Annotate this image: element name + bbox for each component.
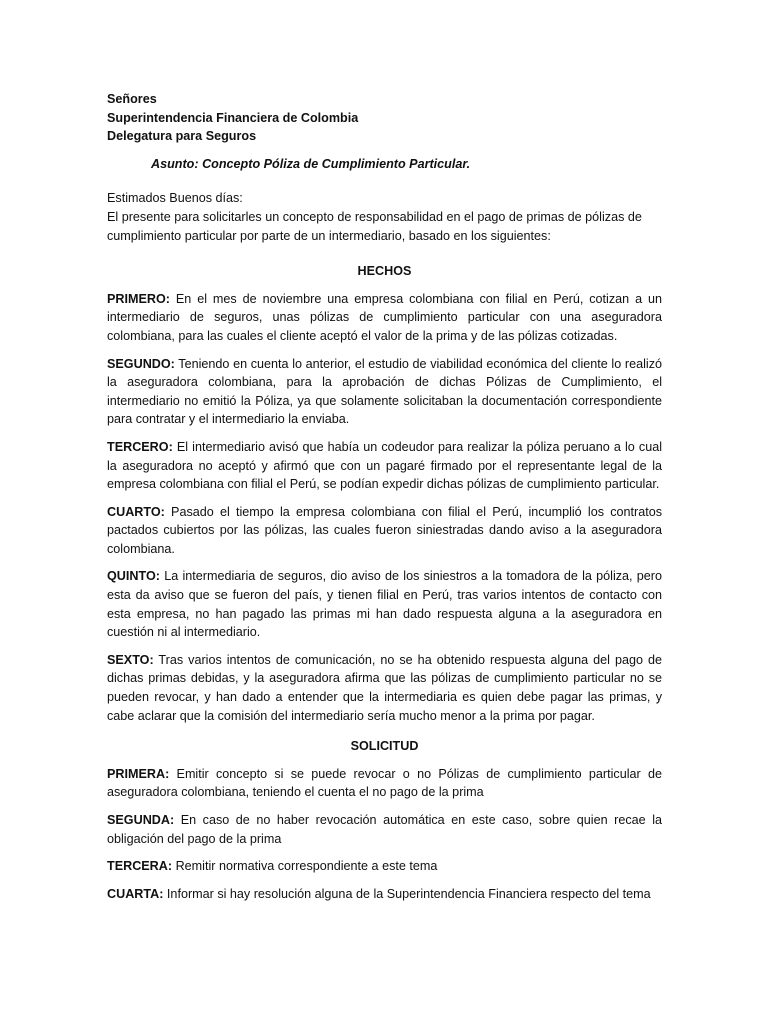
solicitud-text: Remitir normativa correspondiente a este tema [172, 859, 438, 874]
hecho-paragraph [107, 355, 662, 429]
hecho-text: Tras varios intentos de comunicación, no se ha obtenido respuesta alguna del pago de dichas primas debidas, y la aseguradora afirma que las pólizas de cumplimiento particular no se pueden revocar, y han dado a entender que la intermediaria es quien debe pagar las primas, y cabe aclarar que la comisión del intermediario sería mucho menor a la prima por pagar. [107, 652, 662, 723]
hecho-text: En el mes de noviembre una empresa colombiana con filial en Perú, cotizan a un intermediario de seguros, unas pólizas de cumplimiento particular con una aseguradora colombiana, para las cuales el cliente aceptó el valor de la prima y de las pólizas cotizadas. [107, 291, 662, 343]
intro-paragraph: El presente para solicitarles un concepto de responsabilidad en el pago de primas de pólizas de cumplimiento particular por parte de un intermediario, basado en los siguientes: [107, 209, 642, 243]
solicitud-text: Emitir concepto si se puede revocar o no Pólizas de cumplimiento particular de aseguradora colombiana, teniendo el cuenta el no pago de la prima [107, 766, 662, 800]
hecho-lead: SEXTO: [107, 652, 154, 667]
solicitud-paragraph [107, 857, 662, 876]
solicitud-lead: CUARTA: [107, 886, 164, 901]
hecho-lead: TERCERO: [107, 439, 173, 454]
hecho-paragraph [107, 290, 662, 346]
solicitud-lead: SEGUNDA: [107, 813, 175, 827]
hecho-text: El intermediario avisó que había un codeudor para realizar la póliza peruano a lo cual la aseguradora no aceptó y afirmó que con un pagaré firmado por el representante legal de la empresa colombiana con filial el Perú, se podían expedir dichas pólizas de cumplimiento particular. [107, 439, 662, 492]
solicitud-lead: PRIMERA: [107, 766, 170, 781]
addressee-organization: Superintendencia Financiera de Colombia [107, 110, 359, 125]
solicitud-paragraph [107, 811, 662, 848]
addressee-block [107, 90, 662, 146]
hecho-text: Teniendo en cuenta lo anterior, el estudio de viabilidad económica del cliente lo realizó la aseguradora colombiana, para la aprobación de dichas Pólizas de Cumplimiento, el intermediario no emitió la Póliza, ya que solamente solicitaban la documentación correspondiente para contratar y el intermediario la enviaba. [107, 356, 662, 427]
solicitud-text: En caso de no haber revocación automática en este caso, sobre quien recae la obligación del pago de la prima [107, 813, 662, 846]
solicitud-title: SOLICITUD [350, 739, 419, 754]
hecho-lead: SEGUNDO: [107, 356, 175, 371]
hecho-lead: QUINTO: [107, 569, 160, 584]
greeting: Estimados Buenos días: [107, 191, 243, 206]
hecho-text: La intermediaria de seguros, dio aviso de los siniestros a la tomadora de la póliza, pero esta da aviso que se fueron del país, y tienen filial en Perú, tras varios intentos de contacto con esta empresa, no han pagado las primas mi han dado respuesta alguna a la aseguradora en cuestión ni al intermediario. [107, 569, 662, 640]
intro-block [107, 189, 662, 245]
hechos-title: HECHOS [357, 264, 412, 279]
addressee-salutation: Señores [107, 92, 157, 106]
hecho-lead: CUARTO: [107, 504, 165, 519]
solicitud-lead: TERCERA: [107, 859, 173, 874]
solicitud-paragraph [107, 885, 662, 904]
hecho-text: Pasado el tiempo la empresa colombiana con filial el Perú, incumplió los contratos pactados cubiertos por las pólizas, las cuales fueron siniestradas dando aviso a la aseguradora colombiana. [107, 504, 662, 556]
hecho-lead: PRIMERO: [107, 291, 170, 306]
solicitud-paragraph [107, 765, 662, 802]
hecho-paragraph [107, 651, 662, 725]
subject-line: Asunto: Concepto Póliza de Cumplimiento Particular. [151, 156, 471, 171]
solicitud-text: Informar si hay resolución alguna de la Superintendencia Financiera respecto del tema [163, 886, 651, 901]
hecho-paragraph [107, 567, 662, 641]
hecho-paragraph [107, 503, 662, 559]
addressee-department: Delegatura para Seguros [107, 129, 257, 144]
hecho-paragraph [107, 438, 662, 494]
document-page [107, 90, 662, 912]
